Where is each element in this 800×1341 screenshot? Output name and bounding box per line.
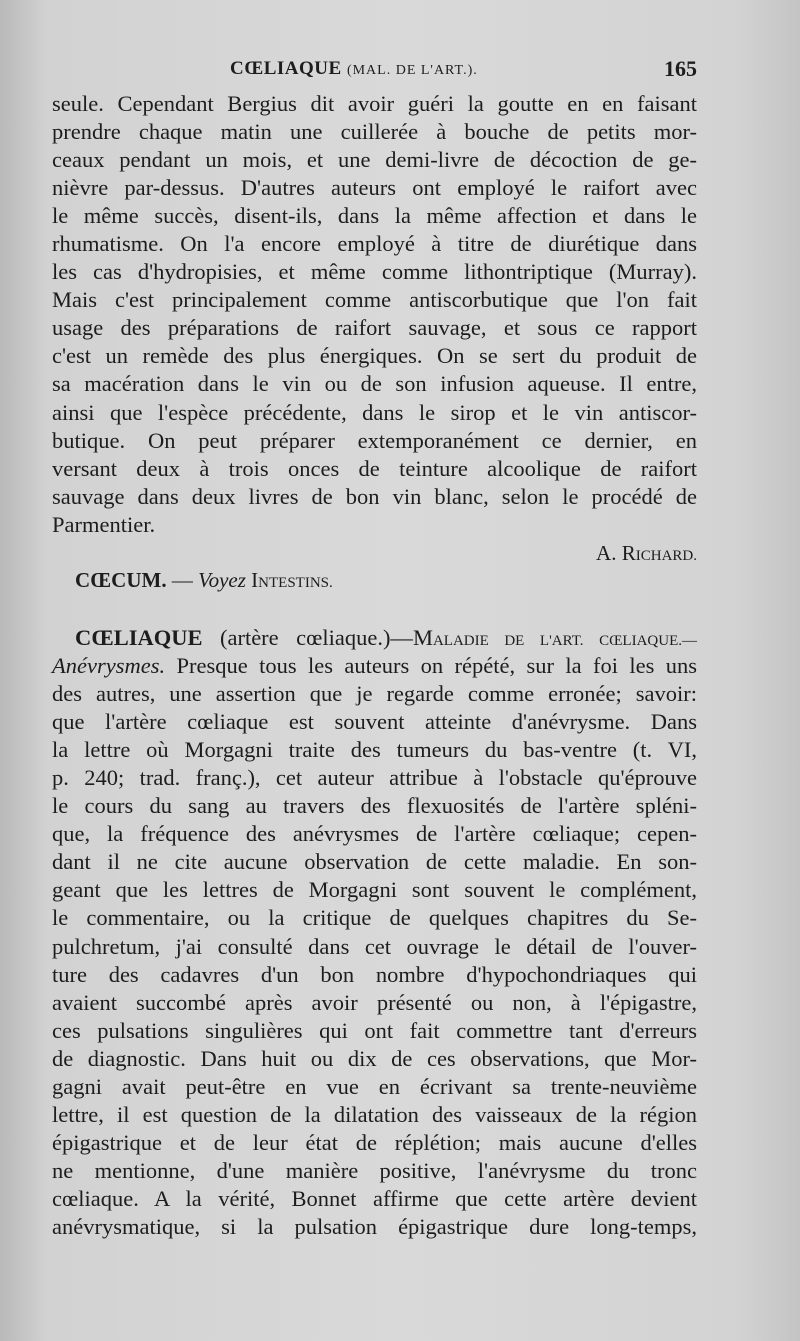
entry-title: CŒLIAQUE xyxy=(75,625,203,650)
entry-heading: ALADIE DE L'ART. CŒLIAQUE.— xyxy=(432,633,697,649)
text-line: versant deux à trois onces de teinture alcoolique de raifort xyxy=(52,455,697,481)
text-line: des autres, une assertion que je regarde comme erronée; savoir: xyxy=(52,681,697,707)
entry-first-line xyxy=(52,624,697,652)
text-line: lettre, il est question de la dilatation des vaisseaux de la région xyxy=(52,1101,697,1127)
text-line: que l'artère cœliaque est souvent atteinte d'anévrysme. Dans xyxy=(52,709,697,735)
text-line: les cas d'hydropisies, et même comme lithontriptique (Murray). xyxy=(52,259,697,285)
text-line: nièvre par-dessus. D'autres auteurs ont employé le raifort avec xyxy=(52,175,697,201)
text-line: épigastrique et de leur état de réplétion; mais aucune d'elles xyxy=(52,1129,697,1155)
text-line: sa macération dans le vin ou de son infusion aqueuse. Il entre, xyxy=(52,371,697,397)
text-line: ne mentionne, d'une manière positive, l'anévrysme du tronc xyxy=(52,1157,697,1183)
entry-paren: (artère cœliaque.)— xyxy=(202,625,413,650)
text-line: rhumatisme. On l'a encore employé à titre de diurétique dans xyxy=(52,231,697,257)
paragraph-coeliaque xyxy=(52,624,697,1241)
running-title-paren: (MAL. DE L'ART.). xyxy=(346,63,478,78)
text-line: Parmentier. xyxy=(52,511,156,537)
text-line-rest: Presque tous les auteurs on répété, sur la foi les uns xyxy=(165,653,697,679)
text-line xyxy=(52,652,697,680)
entry-subhead: Anévrysmes. xyxy=(52,653,166,679)
text-line: geant que les lettres de Morgagni sont souvent le complément, xyxy=(52,877,697,903)
entry-heading-initial: M xyxy=(412,625,433,650)
text-line: c'est un remède des plus énergiques. On se sert du produit de xyxy=(52,343,697,369)
cross-reference-initial: I xyxy=(245,568,259,592)
cross-reference-label: Voyez xyxy=(198,568,246,592)
text-line: prendre chaque matin une cuillerée à bouche de petits mor- xyxy=(52,119,697,145)
paragraph-raifort xyxy=(52,90,697,539)
text-line: p. 240; trad. franç.), cet auteur attribue à l'obstacle qu'éprouve xyxy=(52,765,697,791)
running-title xyxy=(230,58,478,80)
text-line: ainsi que l'espèce précédente, dans le sirop et le vin antiscor- xyxy=(52,399,697,425)
text-line: ces pulsations singulières qui ont fait commettre tant d'erreurs xyxy=(52,1017,697,1043)
page-number: 165 xyxy=(664,56,697,81)
running-header xyxy=(52,58,697,88)
text-line: dant il ne cite aucune observation de cette maladie. En son- xyxy=(52,849,697,875)
text-line: cœliaque. A la vérité, Bonnet affirme que cette artère devient xyxy=(52,1185,697,1211)
text-line: le cours du sang au travers des flexuosités de l'artère spléni- xyxy=(52,793,697,819)
text-line: ceaux pendant un mois, et une demi-livre de décoction de ge- xyxy=(52,147,697,173)
text-line: seule. Cependant Bergius dit avoir guéri la goutte en en faisant xyxy=(52,91,697,116)
text-line: avaient succombé après avoir présenté ou non, à l'épigastre, xyxy=(52,989,697,1015)
text-line: usage des préparations de raifort sauvage, et sous ce rapport xyxy=(52,315,697,341)
entry-title: CŒCUM. xyxy=(75,568,167,592)
text-line: ture des cadavres d'un bon nombre d'hypochondriaques qui xyxy=(52,961,697,987)
author-signature xyxy=(596,541,697,566)
text-line: gagni avait peut-être en vue en écrivant sa trente-neuvième xyxy=(52,1073,697,1099)
entry-coecum xyxy=(75,568,333,593)
entry-dash: — xyxy=(166,568,199,592)
text-line: la lettre où Morgagni traite des tumeurs du bas-ventre (t. VI, xyxy=(52,737,697,763)
text-line: le même succès, disent-ils, dans la même affection et dans le xyxy=(52,203,697,229)
signature-initial: A. R xyxy=(596,541,636,565)
cross-reference-target: NTESTINS. xyxy=(258,575,333,591)
running-title-main: CŒLIAQUE xyxy=(230,58,342,79)
text-line: pulchretum, j'ai consulté dans cet ouvrage le détail de l'ouver- xyxy=(52,933,697,959)
text-line: le commentaire, ou la critique de quelques chapitres du Se- xyxy=(52,905,697,931)
text-line: Mais c'est principalement comme antiscorbutique que l'on fait xyxy=(52,287,697,313)
text-line: de diagnostic. Dans huit ou dix de ces observations, que Mor- xyxy=(52,1045,697,1071)
text-line: anévrysmatique, si la pulsation épigastrique dure long-temps, xyxy=(52,1213,697,1239)
text-line: butique. On peut préparer extemporanément ce dernier, en xyxy=(52,427,697,453)
text-line: sauvage dans deux livres de bon vin blanc, selon le procédé de xyxy=(52,483,697,509)
signature-rest: ICHARD. xyxy=(635,548,697,564)
text-line: que, la fréquence des anévrysmes de l'artère cœliaque; cepen- xyxy=(52,821,697,847)
